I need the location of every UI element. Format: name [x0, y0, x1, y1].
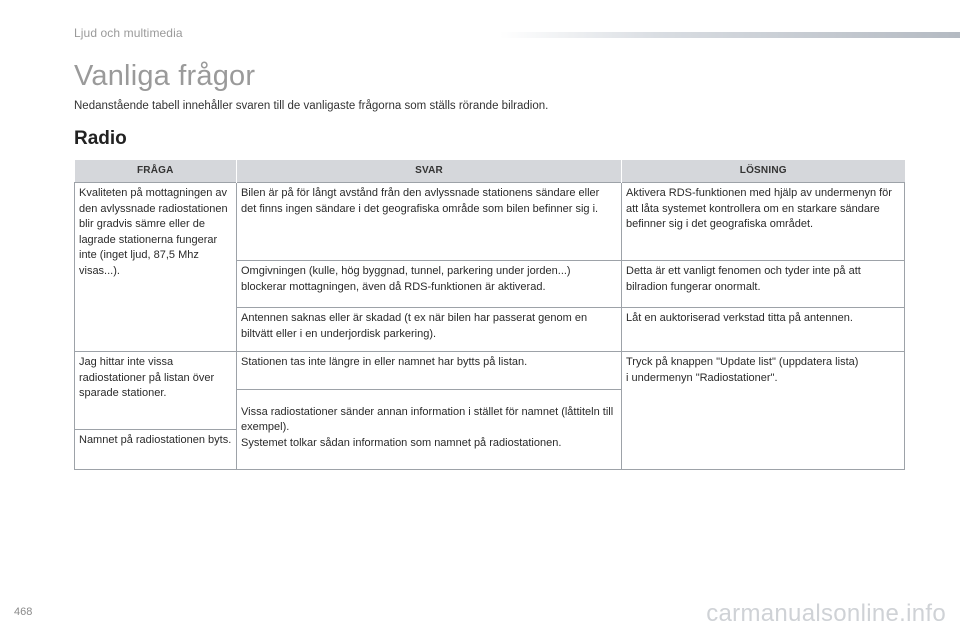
table-row — [75, 183, 905, 261]
question-cell: Kvaliteten på mottagningen av den avlyssnade radiostationen blir gradvis sämre eller de lagrade stationerna fungerar inte (inget ljud, 87,5 Mhz visas...). — [75, 183, 237, 352]
answer-line: Systemet tolkar sådan information som namnet på radiostationen. — [241, 436, 562, 449]
table-header-row — [75, 160, 905, 183]
intro-text: Nedanstående tabell innehåller svaren till de vanligaste frågorna som ställs rörande bilradion. — [74, 100, 549, 112]
solution-cell: Låt en auktoriserad verkstad titta på antennen. — [622, 308, 905, 352]
answer-cell: Antennen saknas eller är skadad (t ex när bilen har passerat genom en biltvätt eller i en underjordisk parkering). — [237, 308, 622, 352]
solution-line: Tryck på knappen "Update list" (uppdatera lista) — [626, 356, 859, 368]
column-header-question: FRÅGA — [75, 160, 237, 183]
page-number: 468 — [14, 606, 33, 618]
solution-cell: Detta är ett vanligt fenomen och tyder inte på att bilradion fungerar onormalt. — [622, 261, 905, 308]
section-title: Radio — [74, 128, 127, 149]
header-divider-bar — [500, 32, 960, 38]
page-title: Vanliga frågor — [74, 60, 256, 92]
column-header-solution: LÖSNING — [622, 160, 905, 183]
solution-cell — [622, 352, 905, 470]
answer-cell: Omgivningen (kulle, hög byggnad, tunnel, parkering under jorden...) blockerar mottagningen, även då RDS-funktionen är aktiverad. — [237, 261, 622, 308]
header-section-label: Ljud och multimedia — [74, 26, 183, 40]
solution-line: i undermenyn "Radiostationer". — [626, 371, 778, 384]
question-cell: Namnet på radiostationen byts. — [75, 430, 237, 470]
watermark: carmanualsonline.info — [706, 600, 946, 627]
solution-cell: Aktivera RDS-funktionen med hjälp av undermenyn för att låta systemet kontrollera om en starkare sändare befinner sig i det geografiska området. — [622, 183, 905, 261]
faq-table — [74, 160, 905, 470]
column-header-answer: SVAR — [237, 160, 622, 183]
question-cell: Jag hittar inte vissa radiostationer på listan över sparade stationer. — [75, 352, 237, 430]
table-row — [75, 352, 905, 390]
answer-cell: Stationen tas inte längre in eller namnet har bytts på listan. — [237, 352, 622, 390]
answer-cell: Bilen är på för långt avstånd från den avlyssnade stationens sändare eller det finns ingen sändare i det geografiska område som bilen befinner sig i. — [237, 183, 622, 261]
answer-line: Vissa radiostationer sänder annan information i stället för namnet (låttiteln till exempel). — [241, 405, 614, 434]
answer-cell — [237, 390, 622, 470]
